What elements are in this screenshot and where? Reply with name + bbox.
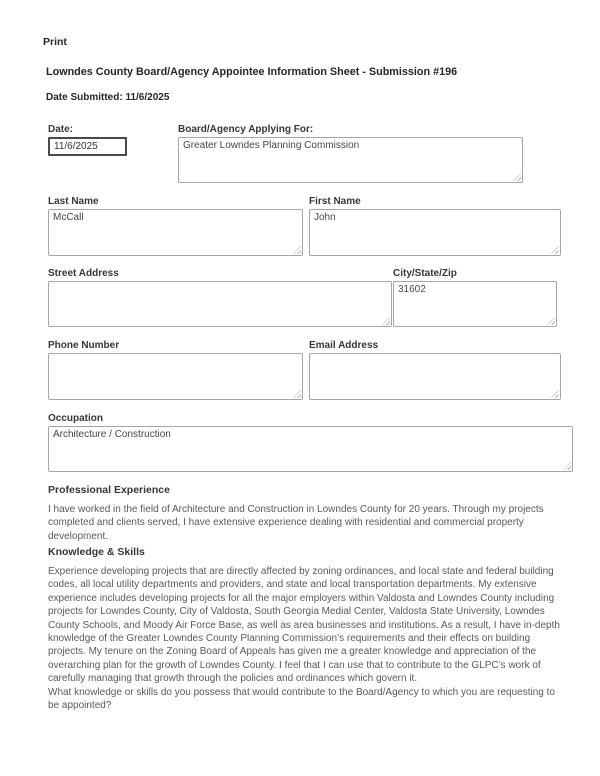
professional-experience-heading: Professional Experience bbox=[48, 484, 170, 496]
date-label: Date: bbox=[48, 124, 74, 135]
page-title: Lowndes County Board/Agency Appointee Information Sheet - Submission #196 bbox=[46, 66, 458, 78]
board-agency-label: Board/Agency Applying For: bbox=[178, 124, 314, 135]
knowledge-skills-body: Experience developing projects that are directly affected by zoning ordinances, and local state and federal building codes, all local utility departments and providers, and state and local transportation departments. My extensive experience includes developing projects for all the major employers within Valdosta and Lowndes County including projects for Lowndes County, City of Valdosta, South Georgia Medial Center, Valdosta State University, Lowndes County Schools, and Moody Air Force Base, as well as area businesses and institutions. As a result, I have in-depth knowledge of the Greater Lowndes County Planning Commission’s requirements and their effects on building projects. My tenure on the Zoning Board of Appeals has given me a greater knowledge and appreciation of the overarching plan for the growth of Lowndes County. I feel that I can use that to contribute to the GLPC’s work of carefully managing that growth through the policies and ordinances which govern it. bbox=[48, 566, 560, 685]
email-address-label: Email Address bbox=[309, 340, 379, 351]
first-name-label: First Name bbox=[309, 196, 361, 207]
last-name-label: Last Name bbox=[48, 196, 99, 207]
city-state-zip-label: City/State/Zip bbox=[393, 268, 457, 279]
first-name-field-group bbox=[309, 196, 561, 256]
last-name-field-group bbox=[48, 196, 303, 256]
board-agency-field-group bbox=[178, 124, 523, 183]
email-address-textarea[interactable] bbox=[309, 353, 561, 400]
knowledge-skills-heading: Knowledge & Skills bbox=[48, 546, 145, 558]
phone-number-field-group bbox=[48, 340, 303, 400]
date-field-group bbox=[48, 124, 127, 156]
phone-number-label: Phone Number bbox=[48, 340, 120, 351]
board-agency-textarea[interactable] bbox=[178, 137, 523, 183]
first-name-textarea[interactable] bbox=[309, 209, 561, 256]
occupation-label: Occupation bbox=[48, 413, 104, 424]
street-address-field-group bbox=[48, 268, 392, 327]
street-address-textarea[interactable] bbox=[48, 281, 392, 327]
date-submitted-text: Date Submitted: 11/6/2025 bbox=[46, 92, 170, 103]
occupation-field-group bbox=[48, 413, 573, 472]
phone-number-textarea[interactable] bbox=[48, 353, 303, 400]
occupation-textarea[interactable] bbox=[48, 426, 573, 472]
city-state-zip-textarea[interactable] bbox=[393, 281, 557, 327]
email-address-field-group bbox=[309, 340, 561, 400]
date-input[interactable] bbox=[48, 137, 127, 156]
city-state-zip-field-group bbox=[393, 268, 557, 327]
street-address-label: Street Address bbox=[48, 268, 119, 279]
professional-experience-body: I have worked in the field of Architecture and Construction in Lowndes County for 20 years. Through my projects completed and clients served, I have extensive experience dealing with residential and commercial property development. bbox=[48, 504, 544, 542]
knowledge-skills-question: What knowledge or skills do you possess that would contribute to the Board/Agency to which you are requesting to be appointed? bbox=[48, 687, 555, 712]
last-name-textarea[interactable] bbox=[48, 209, 303, 256]
print-button[interactable]: Print bbox=[43, 36, 67, 48]
